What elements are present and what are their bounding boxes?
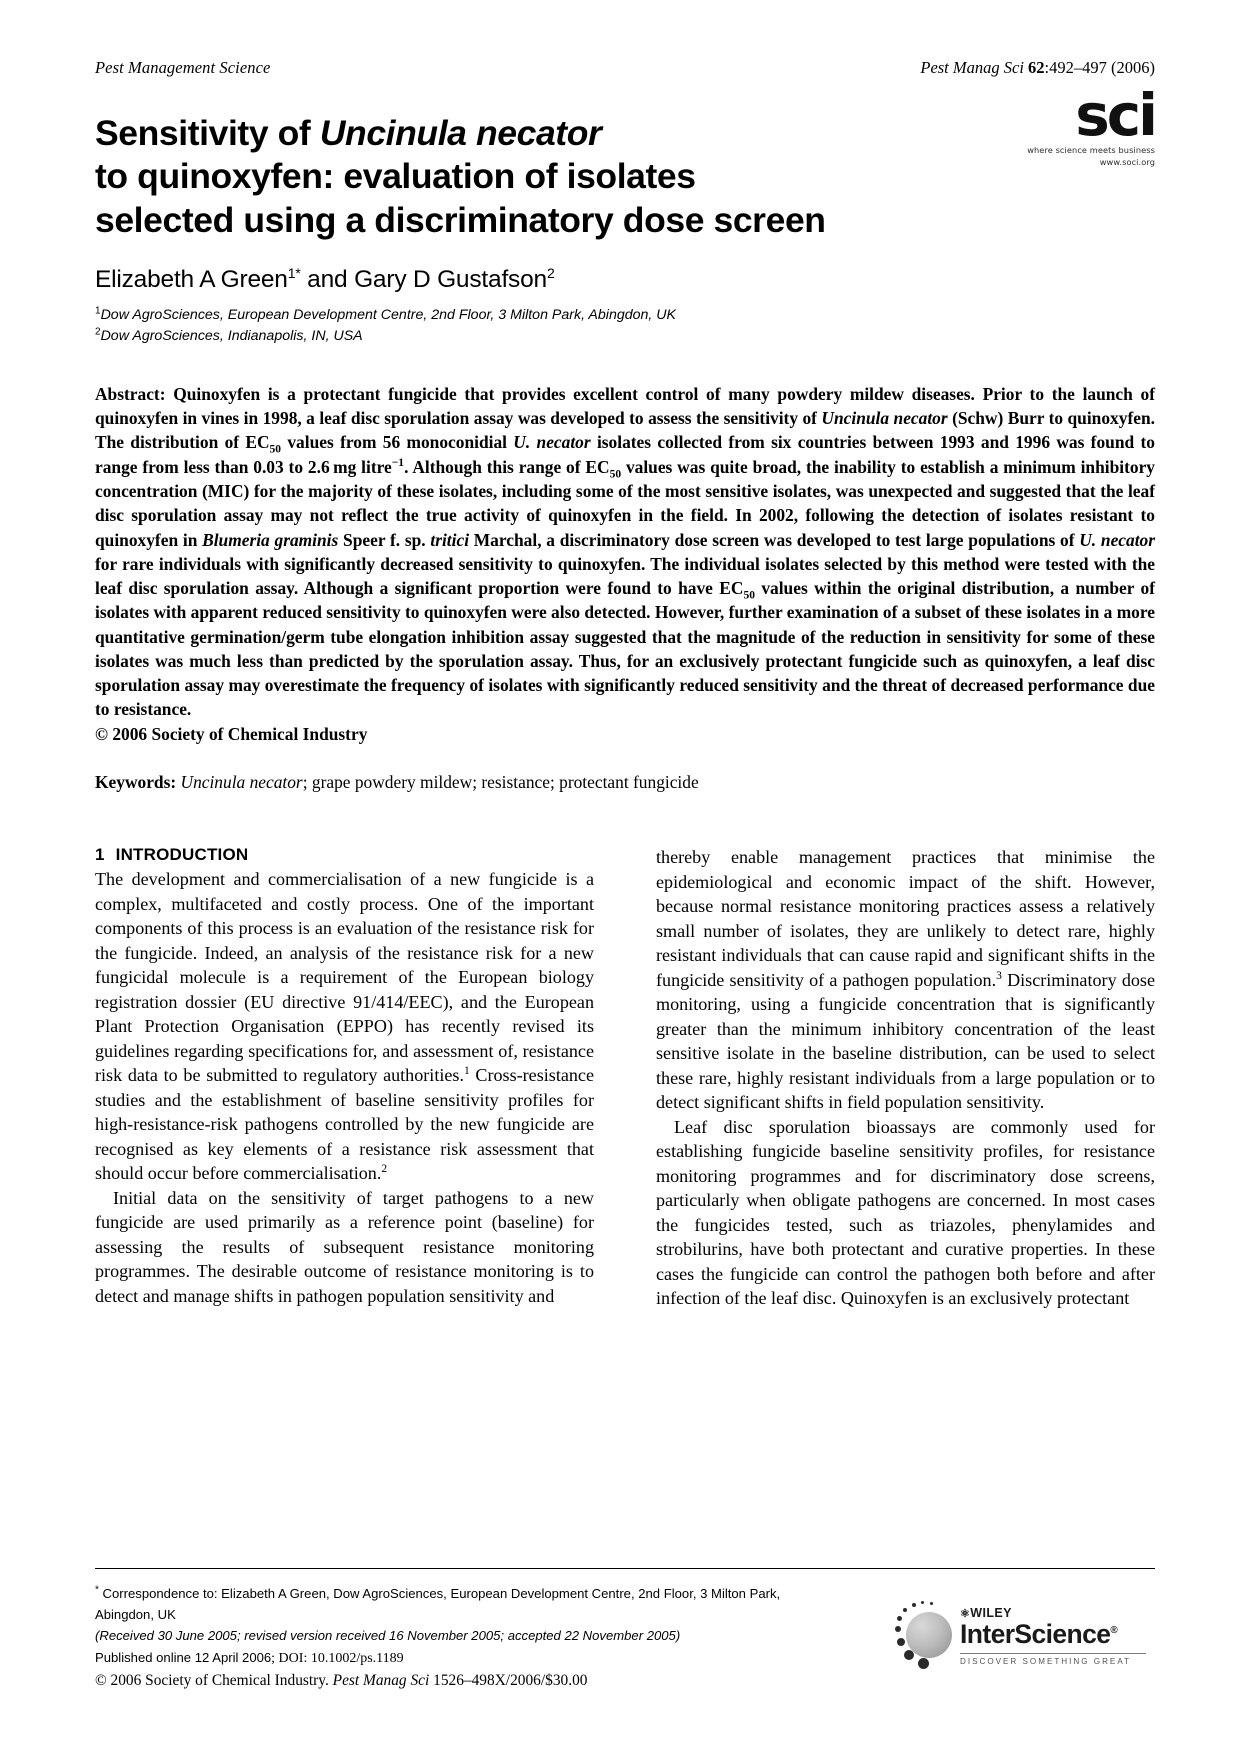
- orbit-dot-icon: [930, 1602, 933, 1605]
- section-number: 1: [95, 845, 105, 865]
- column-right: [656, 845, 1155, 1311]
- abstract-text-6: values was quite broad, the inability to establish a minimum inhibitory concentration (MIC) for the majority of these isolates, including some of the most sensitive isolates, was unexpected and suggested that the leaf disc sporulation assay may not reflect the true activity of quinoxyfen in the field. In 2002, following the detection of isolates resistant to quinoxyfen in: [95, 456, 1155, 550]
- abstract-text-8: Marchal, a discriminatory dose screen was developed to test large populations of: [469, 529, 1080, 550]
- abstract-text-5: . Although this range of EC: [404, 456, 610, 477]
- orbit-dot-icon: [912, 1603, 916, 1607]
- orbit-dot-icon: [918, 1658, 929, 1669]
- orbit-dot-icon: [921, 1601, 924, 1604]
- title-part-1: Sensitivity of: [95, 113, 320, 153]
- abstract-unit-exponent: −1: [391, 456, 405, 469]
- keywords-rest: ; grape powdery mildew; resistance; protectant fungicide: [302, 772, 699, 793]
- paragraph-text: thereby enable management practices that minimise the epidemiological and economic impact of the shift. However, because normal resistance monitoring practices assess a relatively small number of isolates, they are unlikely to detect rare, highly resistant individuals that can cause rapid and significant shifts in the fungicide sensitivity of a pathogen population.: [656, 847, 1155, 990]
- interscience-name: InterScience: [960, 1619, 1111, 1649]
- abstract-text-4: isolates collected from six countries between 1993 and 1996 was found to range from less than 0.03 to 2.6 mg litre: [95, 432, 1155, 477]
- affiliation-item: [95, 326, 1155, 348]
- orbit-dot-icon: [897, 1616, 902, 1621]
- orbit-dot-icon: [897, 1638, 905, 1646]
- wiley-wordmark: [960, 1606, 1146, 1620]
- footer-journal-abbrev: Pest Manag Sci: [332, 1672, 430, 1689]
- abstract-forma-specialis: tritici: [430, 529, 470, 550]
- affiliation-item: [95, 305, 1155, 327]
- interscience-tagline: DISCOVER SOMETHING GREAT: [960, 1653, 1146, 1666]
- article-page: [95, 0, 1155, 1755]
- footer-copyright-pre: © 2006 Society of Chemical Industry.: [95, 1672, 333, 1689]
- interscience-text-block: [960, 1606, 1146, 1666]
- author-name-1: Elizabeth A Green: [95, 265, 288, 293]
- published-line: [95, 1647, 795, 1671]
- body-columns: [95, 845, 1155, 1311]
- title-part-2: to quinoxyfen: evaluation of isolates: [95, 156, 696, 197]
- reference-marker: 3: [996, 969, 1002, 982]
- keywords-label: Keywords:: [95, 772, 177, 793]
- affiliation-marker: 2: [95, 326, 101, 338]
- affiliation-marker: 1: [95, 304, 101, 316]
- footnote-block: [95, 1583, 795, 1670]
- paragraph: Initial data on the sensitivity of target pathogens to a new fungicide are used primarily as a reference point (baseline) for assessing the results of subsequent resistance monitoring programmes. The desirable outcome of resistance monitoring is to detect and manage shifts in pathogen population sensitivity and: [95, 1187, 594, 1306]
- sci-logo: [1003, 81, 1155, 167]
- abstract-ec50-sub-3: 50: [743, 589, 755, 602]
- reference-marker: 2: [381, 1163, 388, 1176]
- page-title: [95, 112, 995, 242]
- correspondence-note: [95, 1583, 795, 1625]
- author-affil-marker-2: 2: [546, 264, 555, 281]
- abstract-text-9: for rare individuals with significantly decreased sensitivity to quinoxyfen. The individual isolates selected by this method were tested with the leaf disc sporulation assay. Although a significant proportion were found to have EC: [95, 553, 1155, 599]
- correspondence-marker: *: [95, 1584, 99, 1596]
- abstract-text-7: Speer f. sp.: [338, 529, 431, 550]
- section-heading-introduction: [95, 845, 594, 865]
- sci-url: www.soci.org: [1099, 156, 1155, 167]
- abstract-text-1: Quinoxyfen is a protectant fungicide that provides excellent control of many powdery mildew diseases. Prior to the launch of quinoxyfen in vines in 1998, a leaf disc sporulation assay was developed to assess the sensitivity of: [95, 383, 1155, 429]
- paragraph: [656, 845, 1155, 1115]
- abstract-text-10: values within the original distribution, a number of isolates with apparent reduced sensitivity to quinoxyfen were also detected. However, further examination of a subset of these isolates in a more quantitative germination/germ tube elongation inhibition assay suggested that the magnitude of the reduction in sensitivity for some of these isolates was much less than predicted by the sporulation assay. Thus, for an exclusively protectant fungicide such as quinoxyfen, a leaf disc sporulation assay may overestimate the frequency of isolates with significantly reduced sensitivity and the threat of decreased performance due to resistance.: [95, 578, 1155, 720]
- wiley-label: WILEY: [970, 1606, 1012, 1620]
- sci-wordmark: sci: [1075, 81, 1155, 149]
- footnote-divider: [95, 1568, 1155, 1569]
- author-conjunction: and: [300, 265, 355, 293]
- column-left: [95, 845, 594, 1311]
- paragraph-text: Discriminatory dose monitoring, using a fungicide concentration that is significantly greater than the minimum inhibitory concentration of the least sensitive isolate in the baseline distribution, can be used to select these rare, highly resistant individuals from a large population or to detect significant shifts in field population sensitivity.: [656, 969, 1155, 1113]
- title-species-name: Uncinula necator: [319, 113, 602, 153]
- abstract-species-3: Blumeria graminis: [202, 529, 339, 550]
- paragraph: Leaf disc sporulation bioassays are commonly used for establishing fungicide baseline sensitivity profiles, for resistance monitoring programmes and for discriminatory dose screens, particularly when obligate pathogens are concerned. In most cases the fungicides tested, such as triazoles, phenylamides and strobilurins, have both protectant and curative properties. In these cases the fungicide can control the pathogen both before and after infection of the leaf disc. Quinoxyfen is an exclusively protectant: [656, 1116, 1155, 1309]
- sci-tagline: where science meets business: [1027, 144, 1155, 155]
- footer-issn: 1526–498X/2006/$30.00: [429, 1672, 588, 1689]
- paragraph-text: The development and commercialisation of a new fungicide is a complex, multifaceted and costly process. One of the important components of this process is an evaluation of the resistance risk for the fungicide. Indeed, an analysis of the resistance risk for a new fungicidal molecule is a requirement of the European biology registration dossier (EU directive 91/414/EEC), and the European Plant Protection Organisation (EPPO) has recently revised its guidelines regarding specifications for, and assessment of, resistance risk data to be submitted to regulatory authorities.: [95, 869, 594, 1086]
- author-affil-marker-1: 1: [287, 264, 296, 281]
- abstract-label: Abstract:: [95, 383, 166, 404]
- title-part-3: selected using a discriminatory dose screen: [95, 199, 826, 240]
- interscience-wordmark: [960, 1621, 1146, 1649]
- registered-mark: ®: [1110, 1625, 1118, 1637]
- abstract-text-2: (Schw) Burr to quinoxyfen. The distribution of EC: [95, 408, 1155, 453]
- abstract-ec50-sub-1: 50: [269, 443, 282, 456]
- wiley-interscience-logo: [888, 1598, 1158, 1678]
- journal-name: Pest Management Science: [95, 58, 271, 77]
- author-name-2: Gary D Gustafson: [354, 265, 547, 293]
- keywords: [95, 772, 1155, 793]
- affiliation-text: Dow AgroSciences, Indianapolis, IN, USA: [100, 328, 363, 345]
- paragraph: [95, 867, 594, 1186]
- abstract-ec50-sub-2: 50: [609, 468, 622, 481]
- affiliation-list: [95, 305, 1155, 348]
- corresponding-author-marker: *: [295, 264, 301, 281]
- abstract-species-1: Uncinula necator: [821, 408, 948, 429]
- wiley-bug-icon: ⚛: [960, 1608, 971, 1620]
- published-date: Published online 12 April 2006: [95, 1649, 272, 1665]
- abstract-species-4: U. necator: [1079, 529, 1155, 550]
- doi-text[interactable]: ; DOI: 10.1002/ps.1189: [271, 1650, 404, 1666]
- footer-copyright: [95, 1672, 587, 1690]
- orbit-dot-icon: [903, 1608, 907, 1612]
- abstract-copyright: © 2006 Society of Chemical Industry: [95, 723, 368, 744]
- citation-line: [920, 58, 1155, 78]
- citation-volume: 62: [1028, 58, 1045, 77]
- affiliation-text: Dow AgroSciences, European Development Centre, 2nd Floor, 3 Milton Park, Abingdon, UK: [100, 306, 676, 323]
- paragraph-text: Cross-resistance studies and the establishment of baseline sensitivity profiles for high-resistance-risk pathogens controlled by the new fungicide are recognised as key elements of a resistance risk assessment that should occur before commercialisation.: [95, 1065, 594, 1184]
- abstract-text-3: values from 56 monoconidial: [281, 432, 514, 453]
- abstract: [95, 382, 1155, 722]
- keyword-species: Uncinula necator: [176, 772, 303, 793]
- orbit-dot-icon: [895, 1626, 901, 1632]
- orbit-dot-icon: [904, 1650, 914, 1660]
- running-head: [95, 0, 1155, 78]
- received-dates: (Received 30 June 2005; revised version received 16 November 2005; accepted 22 November 2005): [95, 1628, 681, 1644]
- section-title: INTRODUCTION: [115, 845, 249, 865]
- citation-pages: :492–497 (2006): [1044, 58, 1155, 77]
- abstract-species-2: U. necator: [513, 432, 591, 453]
- reference-marker: 1: [463, 1065, 470, 1078]
- correspondence-text: Correspondence to: Elizabeth A Green, Dow AgroSciences, European Development Centre, 2nd Floor, 3 Milton Park, Abingdon, UK: [95, 1586, 781, 1623]
- citation-journal-abbrev: Pest Manag Sci: [920, 58, 1029, 77]
- author-list: [95, 266, 1155, 294]
